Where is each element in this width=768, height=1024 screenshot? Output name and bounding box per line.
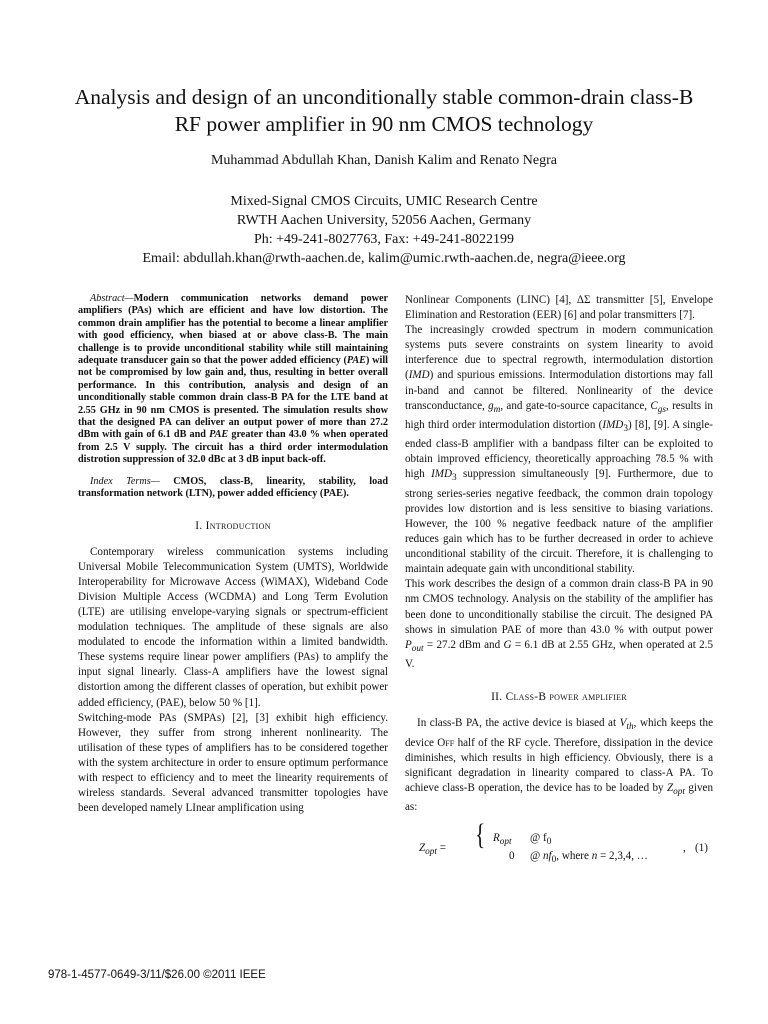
left-column [78, 293, 388, 816]
contact-email: Email: abdullah.khan@rwth-aachen.de, kalim@umic.rwth-aachen.de, negra@ieee.org [142, 251, 626, 266]
equation-case-2-condition: @ $nf_0$, where n = 2,3,4, … [530, 850, 648, 866]
equation-case-2-value: 0 [509, 850, 515, 863]
index-terms: Index Terms— CMOS, class-B, linearity, stability, load transformation network (LTN), power added efficiency (PAE). [78, 475, 388, 500]
index-terms-label: Index Terms [90, 475, 151, 487]
paragraph: Nonlinear Components (LINC) [4], ΔΣ transmitter [5], Envelope Elimination and Restoration (EER) [6] and polar transmitters [7]. [405, 294, 713, 322]
affiliation-line: Mixed-Signal CMOS Circuits, UMIC Research Centre [230, 194, 538, 209]
equation-case-1-condition: @ $f_0$ [530, 832, 552, 848]
paragraph: This work describes the design of a common drain class-B PA in 90 nm CMOS technology. Analysis on the stability of the amplifier has been done to unconditionally stabilise the circuit. The designed PA shows in simulation PAE of more than 43.0 % with output power $P_{out} = 27.2$ dBm and G = 6.1 dB at 2.55 GHz, when operated at 2.5 V. [405, 578, 713, 671]
abstract-label: Abstract [90, 293, 125, 304]
section-heading-class-b: II. Class-B power amplifier [491, 691, 627, 704]
equation-1: $Z_{opt}$ = { $R_{opt}$ @ $f_0$ 0 @ $nf_0$, where n = 2,3,4, … , (1) [405, 829, 713, 867]
paragraph: Switching-mode PAs (SMPAs) [2], [3] exhibit high efficiency. However, they suffer from strong inherent nonlinearity. The utilisation of these types of amplifiers has to be considered together with the system architecture in order to ensure optimum performance with respect to efficiency and to meet the linearity requirements of wireless standards. Several advanced transmitter topologies have been developed namely LInear amplification using [78, 711, 388, 815]
affiliation-block [70, 192, 698, 268]
paragraph: The increasingly crowded spectrum in modern communication systems puts severe constraints on system linearity to avoid interference due to spectral regrowth, intermodulation distortion (IMD) and spurious emissions. Intermodulation distortions may fall in-band and cannot be filtered. Nonlinearity of the device transconductance, $g_m$, and gate-to-source capacitance, $C_{gs}$, results in high third order intermodulation distortion $(IMD_3)$ [8], [9]. A single-ended class-B amplifier with a bandpass filter can be exploited to obtain improved efficiency, theoretically approaching 78.5 % with high $IMD_3$ suppression simultaneously [9]. Furthermore, due to strong series-series negative feedback, the common drain topology provides low distortion and is less sensitive to biasing variations. However, the 100 % negative feedback nature of the amplifier reduces gain which has to be further decreased in order to achieve unconditional stability of the circuit. Therefore, it is challenging to maintain adequate gain with unconditional stability. [405, 324, 714, 576]
copyright-footer: 978-1-4577-0649-3/11/$26.00 ©2011 IEEE [48, 969, 266, 981]
paragraph: Contemporary wireless communication systems including Universal Mobile Telecommunication System (UMTS), Worldwide Interoperability for Microwave Access (WiMAX), Wideband Code Division Multiple Access (WCDMA) and Long Term Evolution (LTE) are utilising envelope-varying signals or spectrum-efficient modulation techniques. The amplitude of these signals are also modulated to encode the information within a limited bandwidth. These systems require linear power amplifiers (PAs) to amplify the input signal linearly. Class-A amplifiers have the lowest signal distortion among the different classes of operation, but exhibit power added efficiency, (PAE), below 50 % [1]. [78, 545, 388, 709]
contact-phone: Ph: +49-241-8027763, Fax: +49-241-8022199 [253, 232, 514, 247]
equation-brace: { [475, 818, 486, 852]
affiliation-line: RWTH Aachen University, 52056 Aachen, Germany [236, 213, 532, 228]
right-column [405, 293, 713, 867]
equation-number: (1) [695, 842, 708, 855]
paragraph: In class-B PA, the active device is biased at $V_{th}$, which keeps the device Off half of the RF cycle. Therefore, dissipation in the device diminishes, which results in high efficiency. Obviously, there is a significant degradation in linearity compared to class-A PA. To achieve class-B operation, the device has to be loaded by $Z_{opt}$ given as: [405, 717, 713, 814]
equation-lhs: $Z_{opt}$ = [419, 842, 447, 858]
section-heading-introduction: I. Introduction [195, 519, 271, 532]
paper-title: Analysis and design of an unconditionally stable common-drain class-B RF power amplifier in 90 nm CMOS technology [74, 85, 694, 136]
author-list: Muhammad Abdullah Khan, Danish Kalim and Renato Negra [210, 153, 558, 168]
equation-case-1-value: $R_{opt}$ [493, 832, 512, 848]
abstract: Abstract—Modern communication networks demand power amplifiers (PAs) which are efficient and have low distortion. The common drain amplifier has the potential to become a linear amplifier with good efficiency, when biased at or above class-B. The main challenge is to provide unconditional stability while still maintaining adequate transducer gain so that the power added efficiency (PAE) will not be compromised by low gain and, thus, resulting in better overall performance. In this contribution, analysis and design of an unconditionally stable common drain class-B PA for the LTE band at 2.55 GHz in 90 nm CMOS is presented. The simulation results show that the designed PA can deliver an output power of more than 27.2 dBm with gain of 6.1 dB and PAE greater than 43.0 % when operated from 2.5 V supply. The circuit has a third order intermodulation distrotion suppression of 32.0 dBc at 3 dB input back-off. [78, 293, 389, 466]
